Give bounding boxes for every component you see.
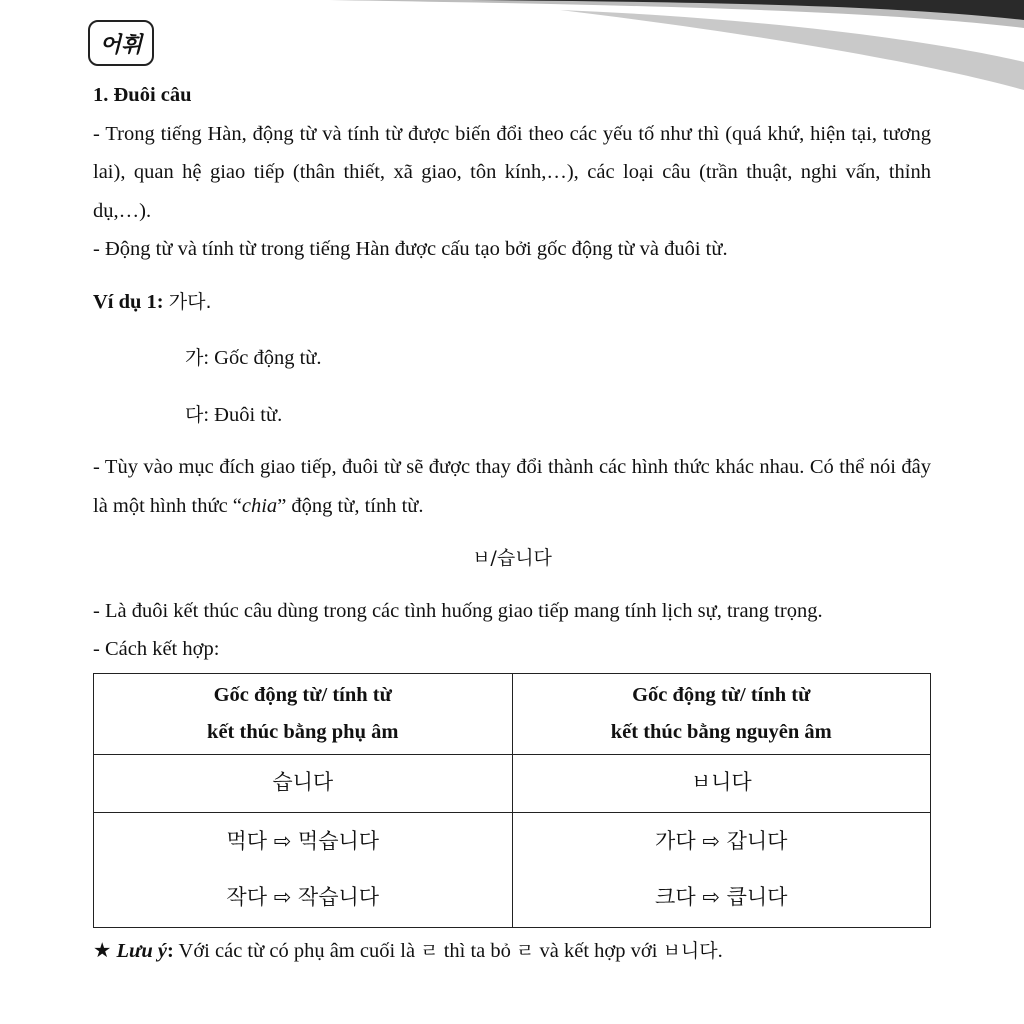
- ending-pattern: [93, 539, 931, 578]
- example-label: Ví dụ 1:: [93, 290, 164, 313]
- paragraph-2: - Động từ và tính từ trong tiếng Hàn được cấu tạo bởi gốc động từ và đuôi từ.: [93, 238, 728, 260]
- note-text-d: .: [717, 939, 723, 962]
- vocabulary-badge: 어휘: [88, 20, 154, 66]
- ending-consonant-text: 습니다: [272, 770, 334, 795]
- table-header-row: [94, 673, 931, 754]
- table-cell-examples-vowel: [512, 812, 931, 927]
- note-text-a: Với các từ có phụ âm cuối là: [173, 939, 421, 962]
- example-stem-line: [93, 339, 931, 378]
- note-text-c: và kết hợp với: [534, 939, 663, 962]
- table-header-vowel: [512, 673, 931, 754]
- conjugation-table: [93, 673, 931, 928]
- table-header-vowel-line1: Gốc động từ/ tính từ: [632, 683, 811, 706]
- table-cell-examples-consonant: [94, 812, 513, 927]
- paragraph-3-text-a: - Tùy vào mục đích giao tiếp, đuôi từ sẽ được thay đổi thành các hình thức khác nhau. Có thể nói đây là một hình thức “: [93, 456, 931, 517]
- ending-vowel-text: ㅂ니다: [690, 770, 752, 795]
- table-header-vowel-line2: kết thúc bằng nguyên âm: [610, 720, 832, 743]
- table-header-consonant-line1: Gốc động từ/ tính từ: [213, 683, 392, 706]
- note-korean-3: ㅂ니다: [662, 939, 718, 962]
- example-stem-korean: 가: [185, 347, 204, 369]
- ending-pattern-text: ㅂ/습니다: [472, 547, 552, 569]
- example-vowel-2: 크다 ⇨ 큽니다: [655, 884, 788, 909]
- note-colon: :: [166, 939, 174, 962]
- paragraph-3: [93, 448, 931, 525]
- table-cell-ending-consonant: [94, 754, 513, 812]
- example-ending-line: [93, 396, 931, 435]
- page-content: [93, 76, 931, 970]
- note-text-b: thì ta bỏ: [438, 939, 517, 962]
- paragraph-1: - Trong tiếng Hàn, động từ và tính từ được biến đổi theo các yếu tố như thì (quá khứ, hiện tại, tương lai), quan hệ giao tiếp (thân thiết, xã giao, tôn kính,…), các loại câu (trần thuật, nghi vấn, thỉnh dụ,…).: [93, 122, 931, 222]
- note-label: Lưu ý: [116, 939, 167, 962]
- table-header-consonant: [94, 673, 513, 754]
- paragraph-4: - Là đuôi kết thúc câu dùng trong các tình huống giao tiếp mang tính lịch sự, trang trọng.: [93, 599, 823, 622]
- example-ending-text: : Đuôi từ.: [203, 403, 283, 426]
- star-icon: ★: [93, 939, 112, 962]
- example-consonant-2: 작다 ⇨ 작습니다: [226, 884, 380, 909]
- example-consonant-1: 먹다 ⇨ 먹습니다: [226, 828, 380, 853]
- table-row: [94, 754, 931, 812]
- paragraph-3-italic: chia: [241, 494, 278, 517]
- table-row: [94, 812, 931, 927]
- table-header-consonant-line2: kết thúc bằng phụ âm: [207, 720, 399, 743]
- example-word: 가다.: [168, 290, 212, 313]
- note-korean-2: ㄹ: [516, 939, 535, 962]
- example-line: [93, 283, 931, 322]
- note-line: [93, 932, 931, 971]
- note-korean-1: ㄹ: [420, 939, 439, 962]
- example-ending-korean: 다: [185, 403, 204, 426]
- table-cell-ending-vowel: [512, 754, 931, 812]
- example-stem-text: : Gốc động từ.: [203, 347, 322, 369]
- paragraph-3-text-b: ” động từ, tính từ.: [277, 494, 424, 517]
- section-title: 1. Đuôi câu: [93, 84, 192, 106]
- paragraph-5: - Cách kết hợp:: [93, 638, 220, 660]
- example-vowel-1: 가다 ⇨ 갑니다: [655, 828, 788, 853]
